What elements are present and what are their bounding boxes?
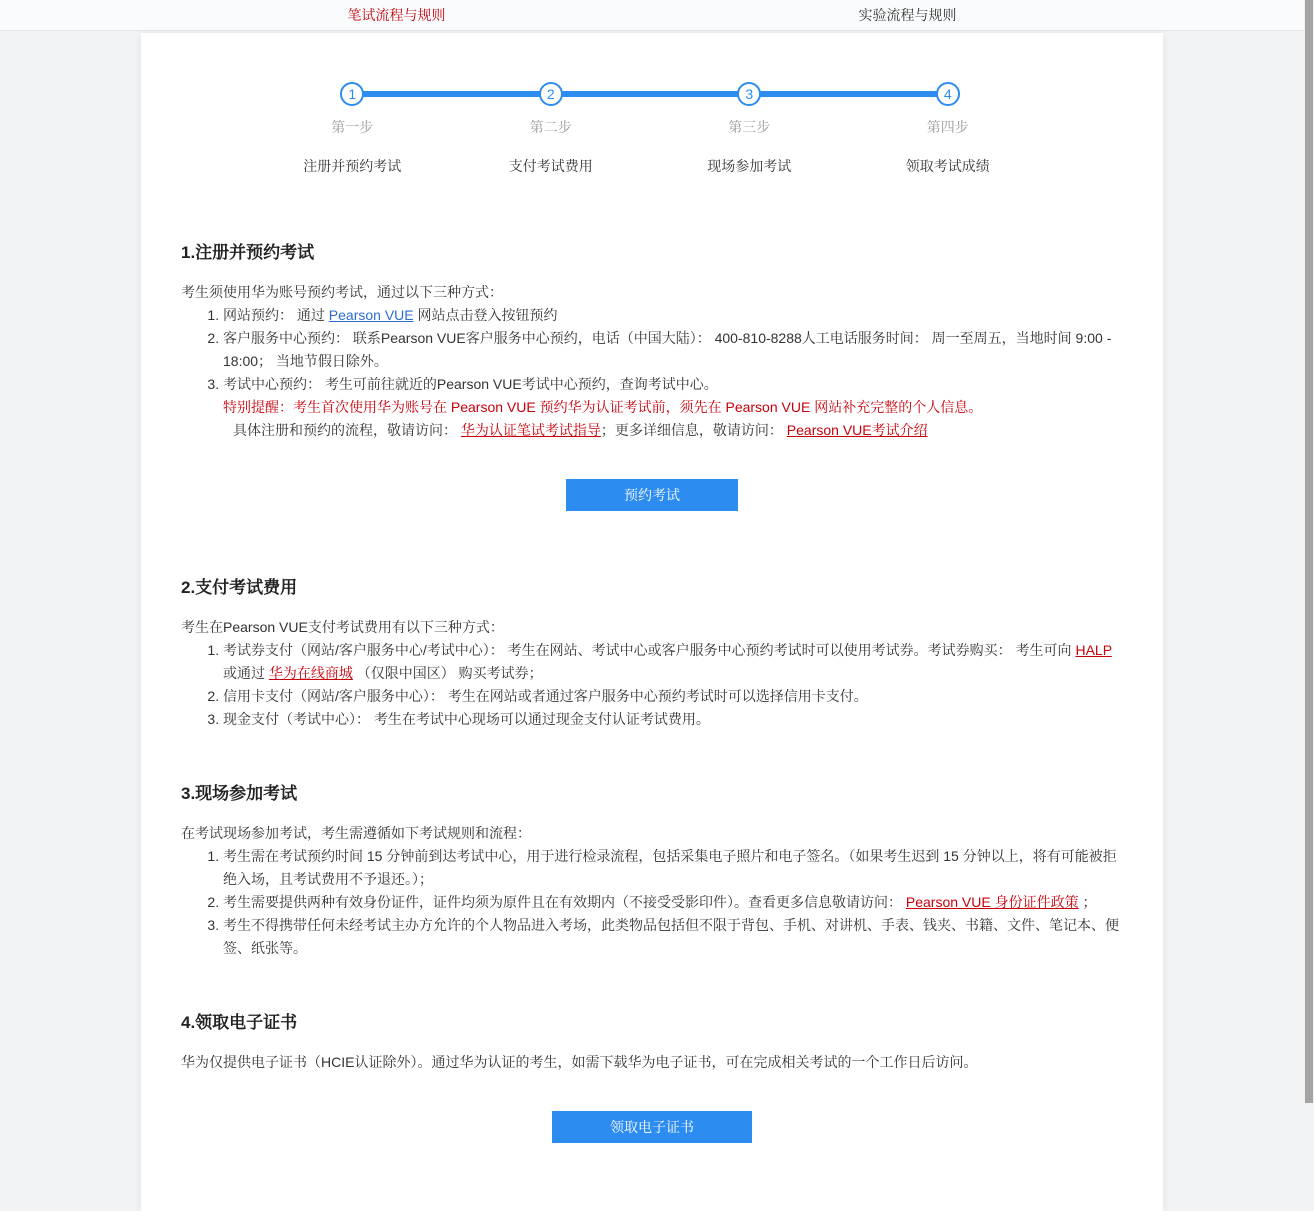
tab-lab-exam-rules[interactable]: 实验流程与规则 [858,7,957,23]
payment-method-cash: 3. 现金支付（考试中心）： 考生在考试中心现场可以通过现金支付认证考试费用。 [223,708,1123,731]
section-certificate-intro: 华为仅提供电子证书（HCIE认证除外）。通过华为认证的考生，如需下载华为电子证书，可在完成相关考试的一个工作日后访问。 [181,1054,978,1070]
onsite-rule-arrival: 1. 考生需在考试预约时间 15 分钟前到达考试中心，用于进行检录流程，包括采集电子照片和电子签名。（如果考生迟到 15 分钟以上，将有可能被拒绝入场，且考试费用不予退还。）； [223,845,1123,891]
step-4-label: 第四步 [926,119,969,135]
step-2-circle: 2 [539,82,563,106]
special-reminder-text: 特别提醒：考生首次使用华为账号在 Pearson VUE 预约华为认证考试前，须先在 Pearson VUE 网站补充完整的个人信息。 [223,399,983,415]
step-connector-3-4 [749,91,948,97]
step-connector-2-3 [551,91,750,97]
step-1-label: 第一步 [331,119,374,135]
halp-link[interactable]: HALP [1075,642,1112,658]
step-4-title: 领取考试成绩 [905,158,990,174]
section-onsite-intro: 在考试现场参加考试，考生需遵循如下考试规则和流程： [181,825,531,841]
step-3-label: 第三步 [728,119,771,135]
guide-mid-text: ；更多详细信息，敬请访问： [600,422,787,438]
section-certificate [181,1008,1123,1157]
step-4 [849,82,1048,176]
section-register-heading: 1.注册并预约考试 [181,243,315,262]
step-2-title: 支付考试费用 [508,158,593,174]
book-exam-button[interactable]: 预约考试 [566,479,738,511]
register-method-website [223,304,1123,327]
register-method-center: 3. 考试中心预约： 考生可前往就近的Pearson VUE考试中心预约，查询考试中心。 [223,373,1123,396]
section-payment-intro: 考生在Pearson VUE支付考试费用有以下三种方式： [181,619,504,635]
book-exam-button-row [181,442,1123,525]
step-1-circle: 1 [340,82,364,106]
vertical-scrollbar[interactable] [1304,0,1314,1103]
register-method-phone: 2. 客户服务中心预约： 联系Pearson VUE客户服务中心预约，电话（中国大陆）： 400-810-8288人工电话服务时间： 周一至周五，当地时间 9:00 - 18:00； 当地节假日除外。 [223,327,1123,373]
section-onsite [181,779,1123,960]
section-register-intro: 考生须使用华为账号预约考试，通过以下三种方式： [181,284,503,300]
pearson-vue-intro-link[interactable]: Pearson VUE考试介绍 [786,422,928,438]
section-certificate-heading: 4.领取电子证书 [181,1013,298,1032]
guide-pre-text: 具体注册和预约的流程，敬请访问： [233,422,461,438]
payment-voucher-text-2: 或通过 [223,665,269,681]
register-guide-line [181,419,1123,442]
register-method-website-text: 网站预约： 通过 [223,307,329,323]
tab-bar-inner [141,0,1163,30]
step-3-title: 现场参加考试 [707,158,792,174]
tab-written-exam-rules[interactable]: 笔试流程与规则 [347,7,446,23]
step-1-title: 注册并预约考试 [303,158,402,174]
section-onsite-heading: 3.现场参加考试 [181,784,298,803]
step-connector-1-2 [352,91,551,97]
section-register [181,238,1123,525]
get-certificate-button-row [181,1074,1123,1157]
tab-bar [0,0,1304,31]
written-exam-guide-link[interactable]: 华为认证笔试考试指导 [460,422,601,438]
exam-steps-stepper [177,82,1127,176]
payment-method-credit-card: 2. 信用卡支付（网站/客户服务中心）： 考生在网站或者通过客户服务中心预约考试时可以选择信用卡支付。 [223,685,1123,708]
onsite-rule-belongings: 3. 考生不得携带任何未经考试主办方允许的个人物品进入考场，此类物品包括但不限于背包、手机、对讲机、手表、钱夹、书籍、文件、笔记本、便签、纸张等。 [223,914,1123,960]
payment-voucher-text: 考试券支付（网站/客户服务中心/考试中心）： 考生在网站、考试中心或客户服务中心预约考试时可以使用考试券。考试券购买： 考生可向 [223,642,1076,658]
get-certificate-button[interactable]: 领取电子证书 [552,1111,752,1143]
step-2-label: 第二步 [529,119,572,135]
id-policy-link[interactable]: Pearson VUE 身份证件政策 [905,894,1079,910]
onsite-rule-id [223,891,1123,914]
onsite-id-text: 考生需要提供两种有效身份证件，证件均须为原件且在有效期内（不接受受影印件）。查看更多信息敬请访问： [223,894,906,910]
pearson-vue-link[interactable]: Pearson VUE [328,307,414,323]
vertical-scrollbar-thumb[interactable] [1305,0,1313,1103]
payment-voucher-text-3: （仅限中国区） 购买考试券； [352,665,543,681]
section-payment [181,573,1123,731]
register-method-website-text-2: 网站点击登入按钮预约 [413,307,558,323]
onsite-id-text-2: ； [1078,894,1097,910]
step-4-circle: 4 [936,82,960,106]
payment-method-voucher [223,639,1123,685]
step-3-circle: 3 [737,82,761,106]
content-card [141,33,1163,1211]
payment-methods-list [181,639,1123,731]
section-payment-heading: 2.支付考试费用 [181,578,298,597]
huawei-online-store-link[interactable]: 华为在线商城 [268,665,353,681]
register-methods-list [181,304,1123,396]
onsite-rules-list [181,845,1123,960]
